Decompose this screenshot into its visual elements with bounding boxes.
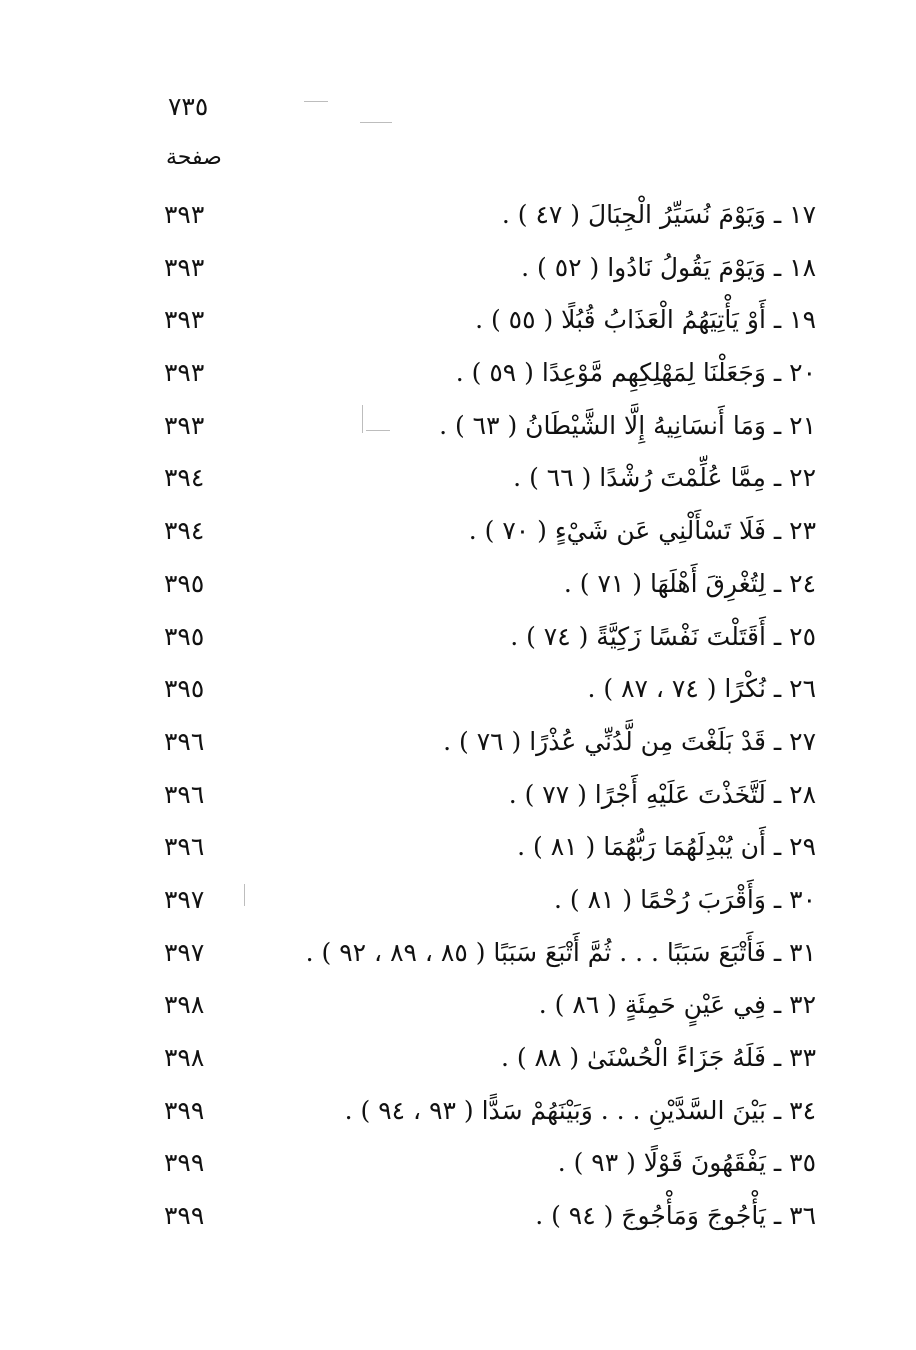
- entry-page-number: ٣٩٣: [164, 200, 205, 229]
- entry-text: ٣٣ ـ فَلَهُ جَزَاءً الْحُسْنَىٰ ( ٨٨ ) .: [500, 1043, 816, 1072]
- entry-page-number: ٣٩٤: [164, 516, 205, 546]
- entry-text: ٣٢ ـ فِي عَيْنٍ حَمِئَةٍ ( ٨٦ ) .: [538, 990, 816, 1020]
- entry-page-number: ٣٩٨: [164, 1043, 205, 1072]
- index-list: [0, 190, 916, 1244]
- entry-page-number: ٣٩٥: [164, 568, 205, 598]
- entry-page-number: ٣٩٨: [164, 990, 205, 1020]
- entry-text: ١٩ ـ أَوْ يَأْتِيَهُمُ الْعَذَابُ قُبُلًا ( ٥٥ ) .: [475, 305, 816, 335]
- scan-mark: [244, 884, 245, 906]
- scan-mark: [362, 405, 363, 433]
- entry-text: ٢١ ـ وَمَا أَنسَانِيهُ إِلَّا الشَّيْطَانُ ( ٦٣ ) .: [439, 410, 816, 440]
- page-column-heading: صفحة: [166, 145, 222, 170]
- entry-page-number: ٣٩٣: [164, 252, 205, 282]
- entry-text: ٢٥ ـ أَقَتَلْتَ نَفْسًا زَكِيَّةً ( ٧٤ ) .: [510, 621, 816, 651]
- index-entry: [0, 770, 916, 823]
- entry-page-number: ٣٩٩: [164, 1095, 205, 1125]
- index-entry: [0, 506, 916, 559]
- entry-text: ١٧ ـ وَيَوْمَ نُسَيِّرُ الْجِبَالَ ( ٤٧ ) .: [501, 200, 816, 229]
- index-entry: [0, 243, 916, 296]
- index-entry: [0, 1138, 916, 1191]
- entry-page-number: ٣٩٦: [164, 832, 205, 862]
- entry-text: ٣٦ ـ يَأْجُوجَ وَمَأْجُوجَ ( ٩٤ ) .: [535, 1201, 816, 1231]
- index-entry: [0, 1191, 916, 1244]
- entry-page-number: ٣٩٦: [164, 726, 205, 756]
- scan-mark: [360, 122, 392, 123]
- index-entry: [0, 559, 916, 612]
- entry-text: ٢٤ ـ لِتُغْرِقَ أَهْلَهَا ( ٧١ ) .: [563, 568, 816, 598]
- entry-page-number: ٣٩٥: [164, 674, 205, 704]
- entry-page-number: ٣٩٧: [164, 884, 205, 914]
- index-entry: [0, 295, 916, 348]
- index-entry: [0, 717, 916, 770]
- page-number: ٧٣٥: [168, 92, 209, 121]
- index-entry: [0, 348, 916, 401]
- index-entry: [0, 612, 916, 665]
- index-entry: [0, 980, 916, 1033]
- entry-text: ٢٢ ـ مِمَّا عُلِّمْتَ رُشْدًا ( ٦٦ ) .: [513, 463, 816, 493]
- entry-text: ٣٠ ـ وَأَقْرَبَ رُحْمًا ( ٨١ ) .: [553, 884, 816, 914]
- index-entry: [0, 401, 916, 454]
- index-entry: [0, 664, 916, 717]
- entry-page-number: ٣٩٦: [164, 779, 205, 809]
- entry-page-number: ٣٩٣: [164, 358, 205, 388]
- index-entry: [0, 875, 916, 928]
- index-entry: [0, 928, 916, 981]
- entry-text: ٢٨ ـ لَتَّخَذْتَ عَلَيْهِ أَجْرًا ( ٧٧ ) .: [508, 779, 816, 809]
- entry-text: ٣٤ ـ بَيْنَ السَّدَّيْنِ . . . وَبَيْنَهُمْ سَدًّا ( ٩٣ ، ٩٤ ) .: [344, 1095, 816, 1125]
- entry-page-number: ٣٩٩: [164, 1201, 205, 1231]
- index-entry: [0, 453, 916, 506]
- entry-page-number: ٣٩٣: [164, 305, 205, 335]
- entry-text: ٢٩ ـ أَن يُبْدِلَهُمَا رَبُّهُمَا ( ٨١ ) .: [517, 832, 816, 862]
- entry-page-number: ٣٩٤: [164, 463, 205, 493]
- entry-text: ٢٦ ـ نُكْرًا ( ٧٤ ، ٨٧ ) .: [587, 674, 816, 704]
- entry-text: ٢٣ ـ فَلَا تَسْأَلْنِي عَن شَيْءٍ ( ٧٠ ) .: [468, 516, 816, 546]
- entry-text: ٣٥ ـ يَفْقَهُونَ قَوْلًا ( ٩٣ ) .: [557, 1148, 816, 1178]
- entry-page-number: ٣٩٩: [164, 1148, 205, 1178]
- index-entry: [0, 190, 916, 243]
- index-entry: [0, 1086, 916, 1139]
- index-entry: [0, 1033, 916, 1086]
- entry-text: ٣١ ـ فَأَتْبَعَ سَبَبًا . . . ثُمَّ أَتْبَعَ سَبَبًا ( ٨٥ ، ٨٩ ، ٩٢ ) .: [305, 937, 816, 967]
- scan-mark: [304, 101, 328, 102]
- scan-mark: [366, 430, 390, 431]
- entry-text: ١٨ ـ وَيَوْمَ يَقُولُ نَادُوا ( ٥٢ ) .: [521, 252, 816, 282]
- entry-page-number: ٣٩٧: [164, 937, 205, 967]
- entry-page-number: ٣٩٣: [164, 410, 205, 440]
- entry-text: ٢٧ ـ قَدْ بَلَغْتَ مِن لَّدُنِّي عُذْرًا ( ٧٦ ) .: [443, 726, 816, 756]
- entry-page-number: ٣٩٥: [164, 621, 205, 651]
- entry-text: ٢٠ ـ وَجَعَلْنَا لِمَهْلِكِهِم مَّوْعِدًا ( ٥٩ ) .: [455, 358, 816, 388]
- index-entry: [0, 822, 916, 875]
